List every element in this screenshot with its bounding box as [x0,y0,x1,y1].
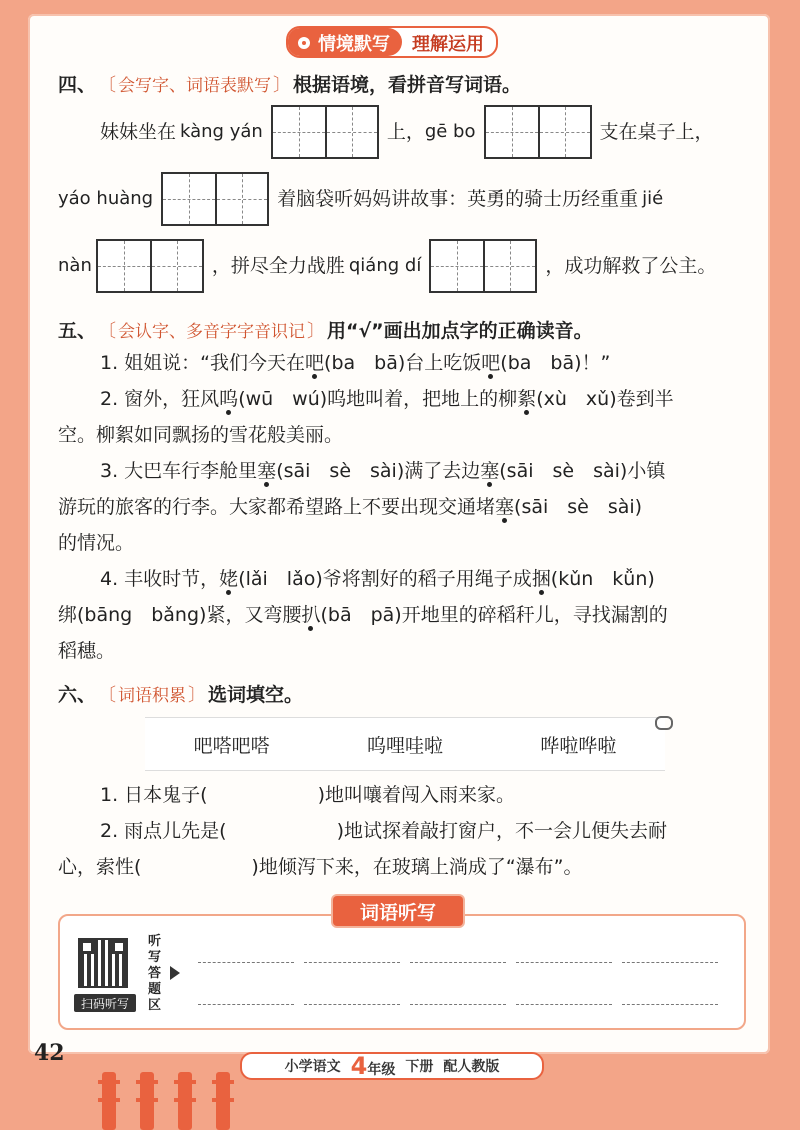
text: ，拼尽全力战胜 [211,254,345,277]
dictation-line[interactable] [198,1004,294,1005]
pinyin: qiáng dí [348,255,422,276]
footer-grade-number: 4 [350,1052,368,1080]
pinyin-choice[interactable]: (wū wú)呜地叫着，把地上的柳 [238,388,518,410]
section-6-title [58,680,303,707]
section-instruction: 选词填空。 [208,684,304,706]
text: 着脑袋听妈妈讲故事：英勇的骑士历经重重 [277,187,639,210]
bracket-close: 〕 [307,320,326,342]
dotted-char: 扒 [301,604,321,626]
dictation-line[interactable] [516,962,612,963]
bracket-open: 〔 [98,320,117,342]
word-option: 哗啦哗啦 [540,734,617,757]
decor-post [102,1072,116,1130]
dotted-char: 塞 [480,460,500,482]
s5-q1 [100,354,610,373]
dictation-panel [58,914,746,1030]
dictation-line[interactable] [516,1004,612,1005]
footer-banner [240,1052,544,1080]
dictation-line[interactable] [410,1004,506,1005]
section-instruction: 根据语境，看拼音写词语。 [293,74,522,96]
text: 妹妹坐在 [100,120,177,143]
pinyin: gē bo [424,121,476,142]
dictation-line[interactable] [304,962,400,963]
dotted-char: 絮 [517,388,537,410]
section-4-title [58,70,521,97]
footer-grade-suffix: 年级 [367,1062,396,1078]
pinyin: nàn [58,255,92,276]
footer-volume: 下册 [405,1059,434,1075]
footer-edition: 配人教版 [443,1059,500,1075]
flower-icon [296,35,312,51]
text: 空。柳絮如同飘扬的雪花般美丽。 [58,424,344,446]
dotted-char: 吧 [481,352,501,374]
s5-q4-end [58,642,115,661]
s5-q3-cont [58,498,642,517]
bracket-open: 〔 [98,684,117,706]
header-tabs [286,26,498,58]
dotted-char: 姥 [219,568,239,590]
s5-q4 [100,570,655,589]
s5-q4-cont [58,606,668,625]
s5-q3-end [58,534,134,553]
decor-post [140,1072,154,1130]
text: 2. 雨点儿先是( [100,820,227,842]
answer-grid-jienan[interactable] [96,239,204,293]
text: 2. 窗外，狂风 [100,388,220,410]
decor-post [178,1072,192,1130]
dotted-char: 呜 [219,388,239,410]
s6-q2-cont [58,858,583,877]
text: 3. 大巴车行李舱里 [100,460,258,482]
section-number: 五、 [58,320,97,342]
qr-code-icon[interactable] [78,938,128,988]
section-number: 四、 [58,74,97,96]
text: 上， [386,120,425,143]
text: )地试探着敲打窗户，不一会儿便失去耐 [336,820,668,842]
pinyin-choice[interactable]: (sāi sè sài) [514,496,643,518]
arrow-right-icon [170,966,180,980]
word-bank [145,717,665,771]
text: 的情况。 [58,532,135,554]
word-option: 吧嗒吧嗒 [193,734,270,757]
pinyin: yáo huàng [58,188,154,209]
pinyin-choice[interactable]: (ba bā)！” [500,352,611,374]
s5-q2-cont [58,426,343,445]
answer-grid-gebo[interactable] [484,105,592,159]
dotted-char: 吧 [305,352,325,374]
section-5-title [58,316,593,343]
text: )地叫嚷着闯入雨来家。 [317,784,516,806]
dictation-line[interactable] [410,962,506,963]
s5-q3 [100,462,665,481]
bracket-open: 〔 [98,74,117,96]
dotted-char: 塞 [495,496,515,518]
pinyin-choice[interactable]: (ba bā)台上吃饭 [324,352,482,374]
dictation-line[interactable] [198,962,294,963]
s4-line-1 [100,105,714,159]
answer-grid-kangyan[interactable] [271,105,379,159]
dotted-char: 捆 [531,568,551,590]
section-number: 六、 [58,684,97,706]
pinyin: kàng yán [180,121,263,142]
section-instruction: 用“√”画出加点字的正确读音。 [327,320,593,342]
paperclip-icon [655,716,673,730]
pinyin-choice[interactable]: (xù xǔ)卷到半 [536,388,674,410]
section-tag: 会写字、词语表默写 [118,76,272,96]
s6-q1 [100,786,515,805]
section-tag: 会认字、多音字字音识记 [118,322,306,342]
tab-situational-dictation[interactable] [288,28,402,56]
tab-plain-label: 理解运用 [412,34,484,55]
dictation-line[interactable] [304,1004,400,1005]
text: 稻穗。 [58,640,116,662]
tab-active-label: 情境默写 [318,34,390,55]
text: 1. 日本鬼子( [100,784,208,806]
pinyin-choice[interactable]: (sāi sè sài)满了去边 [276,460,481,482]
bracket-close: 〕 [273,74,292,96]
answer-grid-yaohuang[interactable] [161,172,269,226]
s5-q2 [100,390,674,409]
text: 游玩的旅客的行李。大家都希望路上不要出现交通堵 [58,496,496,518]
pinyin-choice[interactable]: 绑(bāng bǎng)紧，又弯腰 [58,604,302,626]
text: ，成功解救了公主。 [545,254,717,277]
pinyin: jié [642,188,664,209]
text: 支在桌子上， [599,120,714,143]
dictation-line[interactable] [622,1004,718,1005]
text: 心，索性( [58,856,142,878]
pinyin-choice[interactable]: (bā pā)开地里的碎稻秆儿，寻找漏割的 [320,604,668,626]
pinyin-choice[interactable]: (lǎi lǎo)爷将割好的稻子用绳子成 [238,568,532,590]
decor-post [216,1072,230,1130]
tab-understanding-application[interactable] [402,28,496,56]
footer-subject: 小学语文 [284,1059,341,1075]
text: 1. 姐姐说：“我们今天在 [100,352,306,374]
bracket-close: 〕 [188,684,207,706]
page-number: 42 [34,1040,65,1066]
pinyin-choice[interactable]: (sāi sè sài)小镇 [499,460,666,482]
answer-grid-qiangdi[interactable] [429,239,537,293]
section-tag: 词语积累 [118,686,187,706]
pinyin-choice[interactable]: (kǔn kǚn) [550,568,655,590]
text: )地倾泻下来，在玻璃上淌成了“瀑布”。 [251,856,583,878]
s6-q2 [100,822,667,841]
answer-area-label: 听写答题区 [148,934,162,1013]
word-option: 呜哩哇啦 [366,734,443,757]
s4-line-2 [58,172,663,226]
dictation-line[interactable] [622,962,718,963]
text: 4. 丰收时节， [100,568,220,590]
dictation-title: 词语听写 [333,896,463,926]
s4-line-3 [58,239,716,293]
dotted-char: 塞 [257,460,277,482]
scan-label: 扫码听写 [74,994,136,1012]
